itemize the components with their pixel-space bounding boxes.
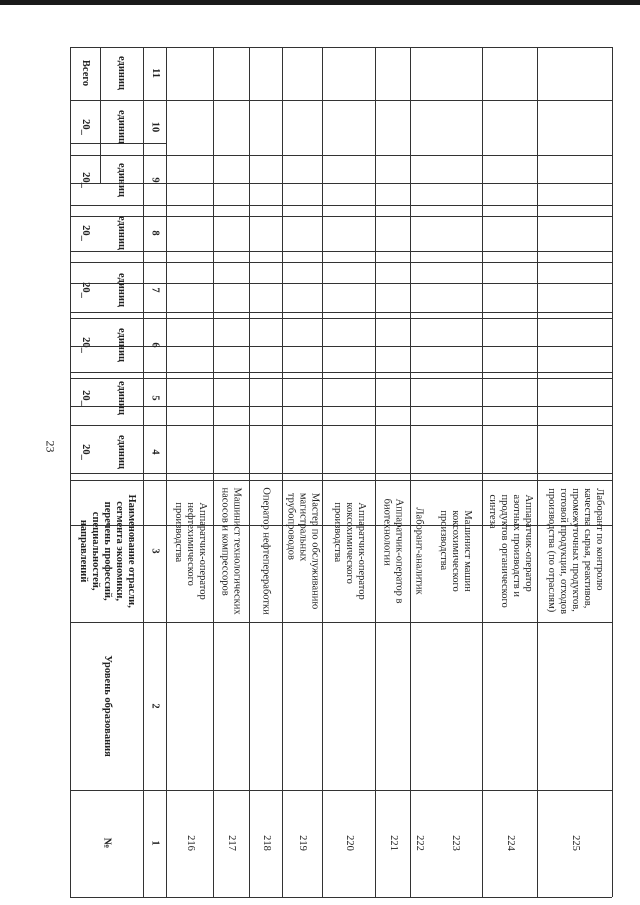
- row-219-name-line: трубопроводов: [284, 492, 296, 560]
- table-rule-horizontal: [70, 425, 612, 426]
- row-218-name: [249, 480, 282, 622]
- row-217-name: [213, 480, 249, 622]
- row-223-name-line: производства: [437, 510, 449, 571]
- column-number-2: [143, 622, 166, 790]
- column-number-10-text: 10: [149, 122, 161, 133]
- header-total-text: Всего: [80, 60, 92, 87]
- column-number-10: [143, 100, 166, 155]
- header-unit-col6-text: единиц: [116, 327, 128, 363]
- column-number-11-text: 11: [149, 68, 161, 79]
- table-rule-vertical: [612, 47, 613, 897]
- header-total-unit-text: единиц: [116, 56, 128, 91]
- row-221-name-line: Аппаратчик-оператор в: [393, 498, 405, 604]
- header-year-col4-text: 20_: [80, 444, 92, 461]
- row-222-name: [410, 480, 428, 622]
- header-year-col9-text: 20_: [80, 172, 92, 188]
- header-name: [70, 480, 143, 622]
- row-218-name-text: [259, 487, 271, 614]
- header-unit-col9-text: единиц: [116, 162, 128, 198]
- row-224-name-line: продуктов органического: [498, 494, 510, 608]
- row-216-name: [166, 480, 213, 622]
- table-rule-horizontal: [70, 155, 612, 156]
- header-unit-col6: [100, 318, 143, 372]
- row-219-name-text: [284, 493, 320, 609]
- row-217-number-text: 217: [226, 835, 238, 852]
- header-year-col8: [70, 205, 100, 262]
- row-216-number-text: 216: [184, 835, 196, 852]
- table-rule-vertical: [322, 47, 323, 897]
- column-number-9: [143, 155, 166, 205]
- table-rule-horizontal: [70, 100, 612, 101]
- row-217-name-line: Машинист технологических: [232, 487, 244, 615]
- row-220-name-line: коксохимического: [343, 502, 355, 584]
- table-rule-horizontal: [70, 790, 612, 791]
- column-number-9-text: 9: [149, 177, 161, 183]
- header-num-text: №: [101, 838, 113, 849]
- row-217-name-text: [219, 487, 243, 614]
- column-number-8: [143, 205, 166, 262]
- table-rule-horizontal: [70, 318, 612, 319]
- row-218-name-line: Оператор нефтепереработки: [260, 487, 272, 615]
- header-year-col5: [70, 372, 100, 425]
- row-222-number-text: 222: [414, 835, 426, 852]
- row-224-number: [482, 790, 537, 897]
- header-unit-col4: [100, 425, 143, 480]
- header-year-col7-text: 20_: [80, 282, 92, 298]
- row-216-name-line: нефтехимического: [184, 502, 196, 586]
- row-220-number-text: 220: [343, 835, 355, 852]
- header-year-col5-text: 20_: [80, 390, 92, 407]
- column-number-5-text: 5: [149, 395, 161, 402]
- header-name-line: перечень профессий,: [101, 501, 113, 601]
- column-number-6: [143, 318, 166, 372]
- header-year-col8-text: 20_: [80, 225, 92, 242]
- header-total-unit: [100, 47, 143, 100]
- column-number-6-text: 6: [149, 342, 161, 348]
- header-level-text: Уровень образования: [101, 655, 113, 757]
- row-219-name-line: Мастер по обслуживанию: [309, 492, 321, 610]
- row-222-number: [410, 790, 428, 897]
- table-rule-horizontal: [70, 897, 612, 898]
- page-number: 23: [43, 440, 58, 452]
- table-rule-horizontal: [70, 622, 612, 623]
- header-year-col6: [70, 318, 100, 372]
- column-number-8-text: 8: [149, 230, 161, 237]
- table-rule-vertical: [482, 47, 483, 897]
- table-rule-vertical: [282, 47, 283, 897]
- column-number-2-text: 2: [149, 703, 161, 709]
- header-level: [70, 622, 143, 790]
- row-216-number: [166, 790, 213, 897]
- row-222-name-line: Лаборант-аналитик: [414, 507, 426, 595]
- header-year-col10-text: 20_: [80, 119, 92, 136]
- row-225-name-line: Лаборант по контролю: [593, 488, 605, 591]
- row-219-name: [282, 480, 322, 622]
- column-number-11: [143, 47, 166, 100]
- table-rule-vertical: [375, 47, 376, 897]
- row-225-name-line: качества сырья, реактивов,: [581, 488, 593, 609]
- row-224-name-text: [485, 494, 533, 607]
- header-year-col4: [70, 425, 100, 480]
- row-223-name: [428, 480, 482, 622]
- header-unit-col7-text: единиц: [116, 272, 128, 308]
- row-225-name-line: готовой продукции, отходов: [557, 488, 569, 614]
- table-rule-horizontal: [70, 372, 612, 373]
- header-year-col10: [70, 100, 100, 155]
- header-name-line: Наименование отрасли,: [125, 494, 137, 608]
- row-224-name-line: синтеза: [486, 494, 498, 529]
- table-rule-horizontal: [70, 262, 612, 263]
- header-name-text: [76, 494, 136, 607]
- header-unit-col4-text: единиц: [116, 435, 128, 470]
- header-year-col6-text: 20_: [80, 337, 92, 353]
- column-number-1-text: 1: [149, 840, 161, 847]
- header-name-line: специальностей,: [89, 511, 101, 591]
- row-219-name-line: магистральных: [297, 492, 309, 562]
- row-225-name-line: промежуточных продуктов,: [569, 488, 581, 612]
- column-number-3-text: 3: [149, 548, 161, 554]
- table-rule-vertical: [410, 47, 411, 897]
- row-221-name-text: [380, 499, 404, 604]
- row-216-name-line: Аппаратчик-оператор: [196, 502, 208, 600]
- row-225-name-line: производства (по отраслям): [545, 488, 557, 613]
- row-217-number: [213, 790, 249, 897]
- table-rule-vertical: [249, 47, 250, 897]
- row-220-name-line: производства: [331, 502, 343, 563]
- row-223-name-text: [437, 510, 473, 591]
- row-220-number: [322, 790, 375, 897]
- column-number-7: [143, 262, 166, 318]
- row-223-number: [428, 790, 482, 897]
- header-name-line: сегмента экономики,: [113, 501, 125, 601]
- row-217-name-line: насосов и компрессоров: [220, 487, 231, 596]
- header-year-col7: [70, 262, 100, 318]
- table-rule-vertical: [166, 47, 167, 897]
- row-221-name: [375, 480, 410, 622]
- column-number-3: [143, 480, 166, 622]
- header-unit-col7: [100, 262, 143, 318]
- row-222-name-text: [413, 507, 425, 594]
- table-rule-vertical: [213, 47, 214, 897]
- row-220-name: [322, 480, 375, 622]
- row-224-name-line: азотных производств и: [510, 494, 522, 597]
- column-number-4-text: 4: [149, 449, 161, 456]
- row-223-name-line: Машинист машин: [462, 510, 474, 592]
- column-number-5: [143, 372, 166, 425]
- row-221-name-line: биотехнологии: [381, 498, 393, 566]
- row-224-number-text: 224: [504, 835, 516, 852]
- row-216-name-text: [171, 502, 207, 599]
- column-number-4: [143, 425, 166, 480]
- header-unit-col5: [100, 372, 143, 425]
- header-unit-col10: [100, 100, 143, 155]
- row-220-name-line: Аппаратчик-оператор: [355, 502, 367, 600]
- header-unit-col8: [100, 205, 143, 262]
- header-unit-col5-text: единиц: [116, 381, 128, 416]
- table-rule-vertical: [537, 47, 538, 897]
- column-number-7-text: 7: [149, 287, 161, 293]
- row-218-number-text: 218: [260, 835, 272, 852]
- row-219-number: [282, 790, 322, 897]
- row-220-name-text: [330, 502, 366, 599]
- header-unit-col10-text: единиц: [116, 110, 128, 145]
- header-unit-col8-text: единиц: [116, 216, 128, 251]
- row-219-number-text: 219: [297, 835, 309, 852]
- row-221-number: [375, 790, 410, 897]
- table-rule-horizontal: [70, 205, 612, 206]
- header-total: [70, 47, 100, 100]
- row-221-number-text: 221: [387, 835, 399, 852]
- table-rule-horizontal: [70, 480, 612, 481]
- row-218-number: [249, 790, 282, 897]
- row-224-name: [482, 480, 537, 622]
- row-223-name-line: коксохимического: [450, 510, 462, 592]
- column-number-1: [143, 790, 166, 897]
- row-225-number: [537, 790, 612, 897]
- row-225-name-text: [544, 488, 604, 614]
- header-year-col9: [70, 155, 100, 205]
- row-224-name-line: Аппаратчик-оператор: [522, 494, 534, 592]
- row-225-number-text: 225: [569, 835, 581, 852]
- header-name-line: направлений: [77, 519, 89, 583]
- header-num: [70, 790, 143, 897]
- row-223-number-text: 223: [450, 835, 462, 852]
- row-216-name-line: производства: [172, 502, 184, 563]
- row-225-name: [537, 480, 612, 622]
- header-unit-col9: [100, 155, 143, 205]
